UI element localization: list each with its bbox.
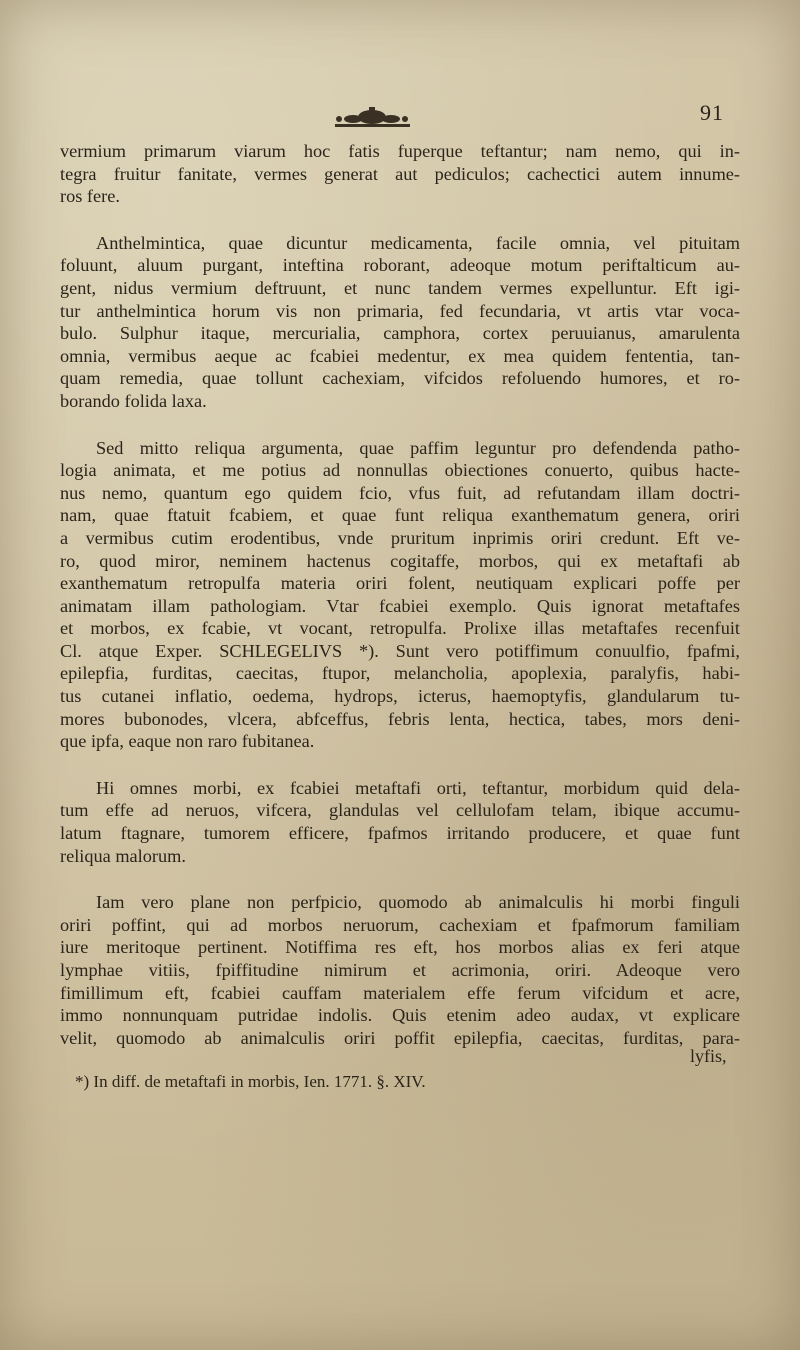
- text-line: bulo. Sulphur itaque, mercurialia, camphora, cortex peruuianus, amarulenta: [60, 323, 740, 344]
- text-line: lymphae vitiis, fpiffitudine nimirum et acrimonia, oriri. Adeoque vero: [60, 960, 740, 980]
- text-line: nus nemo, quantum ego quidem fcio, vfus fuit, ad refutandam illam doctri-: [60, 482, 740, 503]
- text-line: quam remedia, quae tollunt cachexiam, vifcidos refoluendo humores, et ro-: [60, 368, 740, 389]
- text-line: latum ftagnare, tumorem efficere, fpafmos irritando producere, et quae funt: [60, 823, 740, 844]
- text-line: oriri poffint, qui ad morbos neruorum, cachexiam et fpafmorum familiam: [60, 914, 740, 935]
- text-line: iure meritoque pertinent. Notiffima res eft, hos morbos alias ex feri atque: [60, 937, 740, 958]
- text-line: gent, nidus vermium deftruunt, et nunc tandem vermes expelluntur. Eft igi-: [60, 277, 740, 298]
- text-line: velit, quomodo ab animalculis oriri poffit epilepfia, caecitas, furditas, para-: [60, 1027, 740, 1048]
- text-line: epilepfia, furditas, caecitas, ftupor, melancholia, apoplexia, paralyfis, habi-: [60, 663, 740, 684]
- text-line: Iam vero plane non perfpicio, quomodo ab animalculis hi morbi finguli: [96, 892, 740, 913]
- catchword: lyfis,: [690, 1046, 727, 1066]
- text-line: animatam illam pathologiam. Vtar fcabiei exemplo. Quis ignorat metaftafes: [60, 595, 740, 616]
- paragraph-gap: [60, 753, 740, 777]
- paragraph-gap: [60, 867, 740, 891]
- text-line: exanthematum retropulfa materia oriri folent, neutiquam explicari poffe per: [60, 573, 740, 594]
- text-line: reliqua malorum.: [60, 845, 186, 866]
- text-line: fimillimum eft, fcabiei cauffam materialem effe ferum vifcidum et acre,: [60, 982, 740, 1003]
- paragraph-gap: [60, 413, 740, 437]
- text-line: tur anthelmintica horum vis non primaria, fed fecundaria, vt artis vtar voca-: [60, 300, 740, 321]
- text-line: tegra fruitur fanitate, vermes generat aut pediculos; cachectici autem innume-: [60, 163, 740, 184]
- text-line: immo nonnunquam putridae indolis. Quis etenim adeo audax, vt explicare: [60, 1005, 740, 1026]
- page-number: 91: [700, 100, 724, 125]
- text-line: Hi omnes morbi, ex fcabiei metaftafi orti, teftantur, morbidum quid dela-: [96, 777, 740, 798]
- headpiece-ornament-icon: [325, 105, 420, 131]
- text-line: tum effe ad neruos, vifcera, glandulas vel cellulofam telam, ibique accumu-: [60, 800, 740, 821]
- text-line: Sed mitto reliqua argumenta, quae paffim leguntur pro defendenda patho-: [96, 437, 740, 458]
- text-line: borando folida laxa.: [60, 390, 207, 411]
- text-line: mores bubonodes, vlcera, abfceffus, febris lenta, hectica, tabes, mors deni-: [60, 708, 740, 729]
- text-line: Anthelmintica, quae dicuntur medicamenta, facile omnia, vel pituitam: [96, 232, 740, 253]
- text-line: a vermibus cutim erodentibus, vnde pruritum inprimis oriri credunt. Eft ve-: [60, 527, 740, 548]
- text-line: omnia, vermibus aeque ac fcabiei medentur, ex mea quidem fententia, tan-: [60, 345, 740, 366]
- text-line: ros fere.: [60, 186, 120, 207]
- text-line: nam, quae ftatuit fcabiem, et quae funt reliqua exanthematum genera, oriri: [60, 505, 740, 526]
- text-line: que ipfa, eaque non raro fubitanea.: [60, 731, 315, 752]
- text-line: vermium primarum viarum hoc fatis fuperque teftantur; nam nemo, qui in-: [60, 141, 740, 161]
- text-line: tus cutanei inflatio, oedema, hydrops, icterus, haemoptyfis, glandularum tu-: [60, 686, 740, 707]
- text-line: foluunt, aluum purgant, inteftina roborant, adeoque motum periftalticum au-: [60, 255, 740, 276]
- body-text: [60, 140, 740, 1049]
- text-line: Cl. atque Exper. SCHLEGELIVS *). Sunt vero potiffimum conuulfio, fpafmi,: [60, 640, 740, 661]
- footnote: *) In diff. de metaftafi in morbis, Ien. 1771. §. XIV.: [75, 1072, 426, 1091]
- text-line: et morbos, ex fcabie, vt vocant, retropulfa. Prolixe illas metaftafes recenfuit: [60, 618, 740, 639]
- text-line: logia animata, et me potius ad nonnullas obiectiones conuerto, quibus hacte-: [60, 460, 740, 481]
- text-line: ro, quod miror, neminem hactenus cogitaffe, morbos, qui ex metaftafi ab: [60, 550, 740, 571]
- paragraph-gap: [60, 208, 740, 232]
